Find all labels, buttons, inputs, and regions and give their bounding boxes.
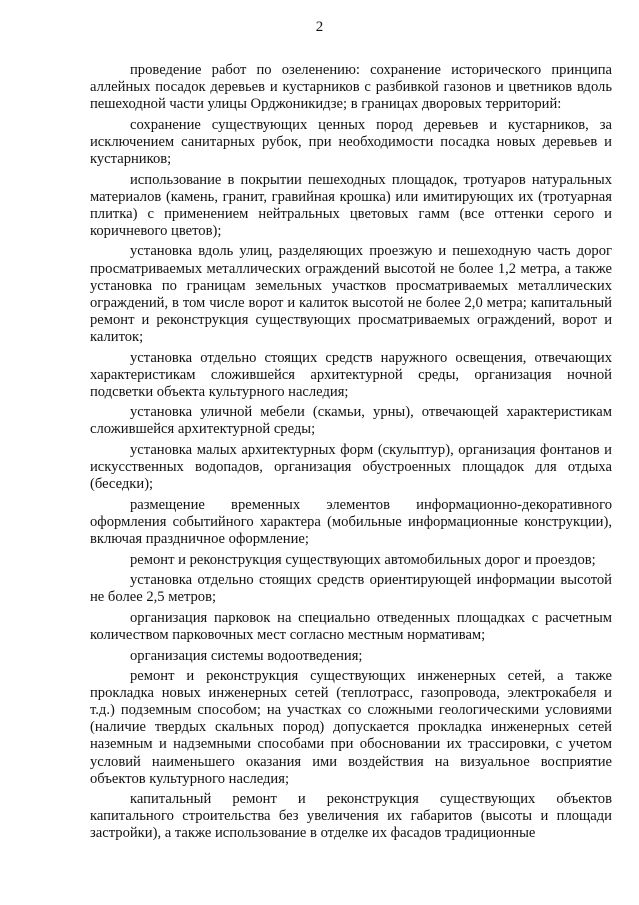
paragraph-engineering-networks: ремонт и реконструкция существующих инженерных сетей, а также прокладка новых инженерных сетей (теплотрасс, газопровода, электрокабеля и т.д.) подземным способом; на участках со сложными геологическими условиями (наличие твердых скальных пород) допускается прокладка инженерных сетей наземным и надземными способами при обосновании их трассировки, с учетом условий наименьшего оказания ими воздействия на визуальное восприятие объектов культурного наследия;: [90, 668, 612, 787]
paragraph-outdoor-lighting: установка отдельно стоящих средств наружного освещения, отвечающих характеристикам сложившейся архитектурной среды, организация ночной подсветки объекта культурного наследия;: [90, 349, 612, 400]
paragraph-street-furniture: установка уличной мебели (скамьи, урны), отвечающей характеристикам сложившейся архитектурной среды;: [90, 404, 612, 438]
paragraph-drainage: организация системы водоотведения;: [130, 647, 363, 664]
paragraph-fencing: установка вдоль улиц, разделяющих проезжую и пешеходную часть дорог просматриваемых металлических ограждений высотой не более 1,2 метра, а также установка по границам земельных участков просматриваемых металлических ограждений, в том числе ворот и калиток высотой не более 2,0 метра; капитальный ремонт и реконструкция существующих просматриваемых ограждений, ворот и калиток;: [90, 243, 612, 345]
paragraph-greening: проведение работ по озеленению: сохранение исторического принципа аллейных посадок деревьев и кустарников с разбивкой газонов и цветников вдоль пешеходной части улицы Орджоникидзе; в границах дворовых территорий:: [90, 62, 612, 113]
paragraph-capital-repair: капитальный ремонт и реконструкция существующих объектов капитального строительства без увеличения их габаритов (высоты и площади застройки), а также использование в отделке их фасадов традиционные: [90, 791, 612, 842]
document-body: [90, 62, 612, 846]
paragraph-small-architectural-forms: установка малых архитектурных форм (скульптур), организация фонтанов и искусственных водопадов, организация обустроенных площадок для отдыха (беседки);: [90, 441, 612, 493]
paragraph-wayfinding: установка отдельно стоящих средств ориентирующей информации высотой не более 2,5 метров;: [90, 572, 612, 606]
paragraph-temporary-decorations: размещение временных элементов информационно-декоративного оформления событийного характера (мобильные информационные конструкции), включая праздничное оформление;: [90, 496, 612, 547]
paragraph-tree-preservation: сохранение существующих ценных пород деревьев и кустарников, за исключением санитарных рубок, при необходимости посадка новых деревьев и кустарников;: [90, 116, 612, 167]
paragraph-parking: организация парковок на специально отведенных площадках с расчетным количеством парковочных мест согласно местным нормативам;: [90, 609, 612, 643]
page-number: 2: [315, 19, 324, 35]
paragraph-road-repair: ремонт и реконструкция существующих автомобильных дорог и проездов;: [130, 551, 596, 568]
paragraph-paving-materials: использование в покрытии пешеходных площадок, тротуаров натуральных материалов (камень, гранит, гравийная крошка) или имитирующих их (тротуарная плитка) с применением нейтральных цветовых гамм (все оттенки серого и коричневого цветов);: [90, 171, 612, 239]
